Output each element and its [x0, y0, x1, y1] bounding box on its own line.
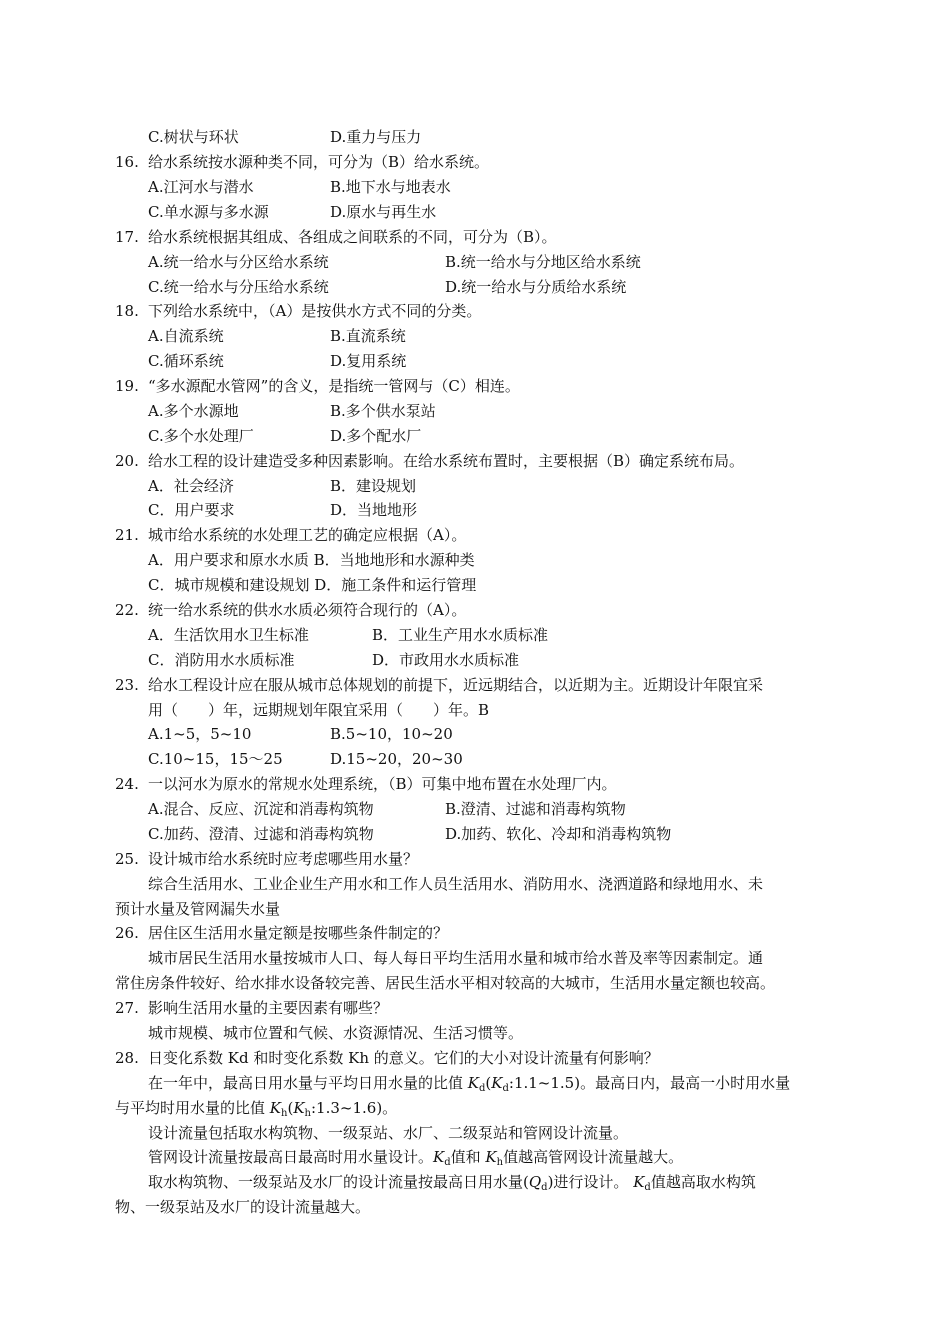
q20-option-d: D．当地地形	[330, 501, 418, 519]
q18-option-b: B.直流系统	[330, 327, 406, 345]
q22-option-a: A．生活饮用水卫生标准	[148, 626, 309, 644]
q22-option-d: D．市政用水水质标准	[372, 651, 520, 669]
q28-answer-p1-line1: 在一年中，最高日用水量与平均日用水量的比值 $K_d(K_d:1.1\sim 1.5)$。最高日内，最高一小时用水量	[148, 1074, 791, 1094]
q19-option-b: B.多个供水泵站	[330, 402, 436, 420]
q19-option-d: D.多个配水厂	[330, 427, 422, 445]
k-symbol: K	[293, 1099, 305, 1117]
text: 在一年中，最高日用水量与平均日用水量的比值	[148, 1074, 468, 1092]
q28-answer-p3	[148, 1147, 683, 1173]
q25-answer-line1: 综合生活用水、工业企业生产用水和工作人员生活用水、消防用水、浇洒道路和绿地用水、未	[148, 875, 764, 893]
q24-question: 一以河水为原水的常规水处理系统，（B）可集中地布置在水处理厂内。	[148, 775, 617, 793]
q15-option-d: D.重力与压力	[330, 128, 422, 146]
q26-question: 居住区生活用水量定额是按哪些条件制定的？	[148, 924, 449, 942]
q16-option-a: A.江河水与潜水	[148, 178, 254, 196]
q18-question: 下列给水系统中，（A）是按供水方式不同的分类。	[148, 302, 482, 320]
q23-question-line2: 用（ ）年，远期规划年限宜采用（ ）年。B	[148, 701, 490, 719]
text: 值越高取水构筑	[650, 1173, 756, 1191]
q27-question: 影响生活用水量的主要因素有哪些？	[148, 999, 389, 1017]
q24-option-d: D.加药、软化、冷却和消毒构筑物	[445, 825, 672, 843]
q21-options-cd: C．城市规模和建设规划 D．施工条件和运行管理	[148, 576, 477, 594]
k-symbol: K	[433, 1148, 445, 1166]
q17-option-c: C.统一给水与分压给水系统	[148, 278, 329, 296]
q27-answer: 城市规模、城市位置和气候、水资源情况、生活习惯等。	[148, 1024, 524, 1042]
q20-option-b: B．建设规划	[330, 477, 417, 495]
q28-question: 日变化系数 Kd 和时变化系数 Kh 的意义。它们的大小对设计流量有何影响？	[148, 1049, 659, 1067]
q23-option-d: D.15~20，20~30	[330, 750, 463, 768]
q23-option-a: A.1~5，5~10	[148, 725, 252, 743]
q16-number: 16.	[115, 153, 139, 171]
q-symbol: Q	[528, 1173, 542, 1191]
text: )进行设计。	[547, 1173, 634, 1191]
text: 取水构筑物、一级泵站及水厂的设计流量按最高日用水量(	[148, 1173, 529, 1191]
q17-number: 17.	[115, 228, 139, 246]
q26-answer-line2: 常住房条件较好、给水排水设备较完善、居民生活水平相对较高的大城市，生活用水量定额也较高。	[115, 974, 776, 992]
subscript-d: d	[541, 1182, 548, 1193]
q17-option-a: A.统一给水与分区给水系统	[148, 253, 329, 271]
q20-number: 20.	[115, 452, 139, 470]
subscript-d: d	[502, 1083, 509, 1094]
q21-number: 21.	[115, 526, 139, 544]
q20-option-a: A．社会经济	[148, 477, 234, 495]
q22-option-c: C．消防用水水质标准	[148, 651, 295, 669]
q20-option-c: C．用户要求	[148, 501, 235, 519]
k-symbol: K	[485, 1148, 497, 1166]
q23-option-b: B.5~10，10~20	[330, 725, 453, 743]
q19-option-c: C.多个水处理厂	[148, 427, 254, 445]
q23-option-c: C.10~15，15～25	[148, 750, 283, 768]
q25-question: 设计城市给水系统时应考虑哪些用水量？	[148, 850, 419, 868]
q19-question: “多水源配水管网”的含义，是指统一管网与（C）相连。	[148, 377, 520, 395]
q28-answer-p4-line1	[148, 1172, 756, 1198]
text: :1.1~1.5)。最高日内，最高一小时用水量	[508, 1074, 791, 1092]
text: 值和	[450, 1148, 486, 1166]
q27-number: 27.	[115, 999, 139, 1017]
q28-answer-p4-line2: 物、一级泵站及水厂的设计流量越大。	[115, 1198, 371, 1216]
q25-number: 25.	[115, 850, 139, 868]
q17-question: 给水系统根据其组成、各组成之间联系的不同，可分为（B）。	[148, 228, 557, 246]
subscript-d: d	[444, 1157, 451, 1168]
q17-option-d: D.统一给水与分质给水系统	[445, 278, 627, 296]
q18-option-a: A.自流系统	[148, 327, 224, 345]
q24-option-b: B.澄清、过滤和消毒构筑物	[445, 800, 626, 818]
k-symbol: K	[491, 1074, 503, 1092]
subscript-d: d	[479, 1083, 486, 1094]
q15-option-c: C.树状与环状	[148, 128, 239, 146]
q23-number: 23.	[115, 676, 139, 694]
text: 管网设计流量按最高日最高时用水量设计。	[148, 1148, 434, 1166]
q24-option-c: C.加药、澄清、过滤和消毒构筑物	[148, 825, 374, 843]
k-symbol: K	[467, 1074, 479, 1092]
q28-answer-p1-line2: 与平均时用水量的比值 $K_h(K_h:1.3\sim 1.6)$。	[115, 1099, 398, 1119]
q16-option-d: D.原水与再生水	[330, 203, 437, 221]
q19-option-a: A.多个水源地	[148, 402, 239, 420]
q20-question: 给水工程的设计建造受多种因素影响。在给水系统布置时，主要根据（B）确定系统布局。	[148, 452, 745, 470]
q26-answer-line1: 城市居民生活用水量按城市人口、每人每日平均生活用水量和城市给水普及率等因素制定。通	[148, 949, 764, 967]
text: 与平均时用水量的比值	[115, 1099, 270, 1117]
q18-option-d: D.复用系统	[330, 352, 407, 370]
q24-number: 24.	[115, 775, 139, 793]
q18-number: 18.	[115, 302, 139, 320]
q21-question: 城市给水系统的水处理工艺的确定应根据（A）。	[148, 526, 467, 544]
q16-option-c: C.单水源与多水源	[148, 203, 269, 221]
q16-option-b: B.地下水与地表水	[330, 178, 451, 196]
subscript-h: h	[496, 1157, 504, 1168]
text: :1.3~1.6)。	[310, 1099, 398, 1117]
q23-question-line1: 给水工程设计应在服从城市总体规划的前提下，近远期结合，以近期为主。近期设计年限宜采	[148, 676, 764, 694]
q18-option-c: C.循环系统	[148, 352, 224, 370]
k-symbol: K	[633, 1173, 645, 1191]
q24-option-a: A.混合、反应、沉淀和消毒构筑物	[148, 800, 374, 818]
q22-option-b: B．工业生产用水水质标准	[372, 626, 549, 644]
q17-option-b: B.统一给水与分地区给水系统	[445, 253, 641, 271]
q16-question: 给水系统按水源种类不同，可分为（B）给水系统。	[148, 153, 490, 171]
subscript-h: h	[304, 1108, 311, 1119]
q26-number: 26.	[115, 924, 139, 942]
subscript-d: d	[644, 1182, 651, 1193]
q28-number: 28.	[115, 1049, 139, 1067]
q21-options-ab: A．用户要求和原水水质 B．当地地形和水源种类	[148, 551, 475, 569]
q19-number: 19.	[115, 377, 139, 395]
q28-answer-p2: 设计流量包括取水构筑物、一级泵站、水厂、二级泵站和管网设计流量。	[148, 1124, 629, 1142]
q22-question: 统一给水系统的供水水质必须符合现行的（A）。	[148, 601, 467, 619]
subscript-h: h	[281, 1108, 288, 1119]
q22-number: 22.	[115, 601, 139, 619]
q25-answer-line2: 预计水量及管网漏失水量	[115, 900, 281, 918]
text: 值越高管网设计流量越大。	[503, 1148, 684, 1166]
k-symbol: K	[269, 1099, 281, 1117]
